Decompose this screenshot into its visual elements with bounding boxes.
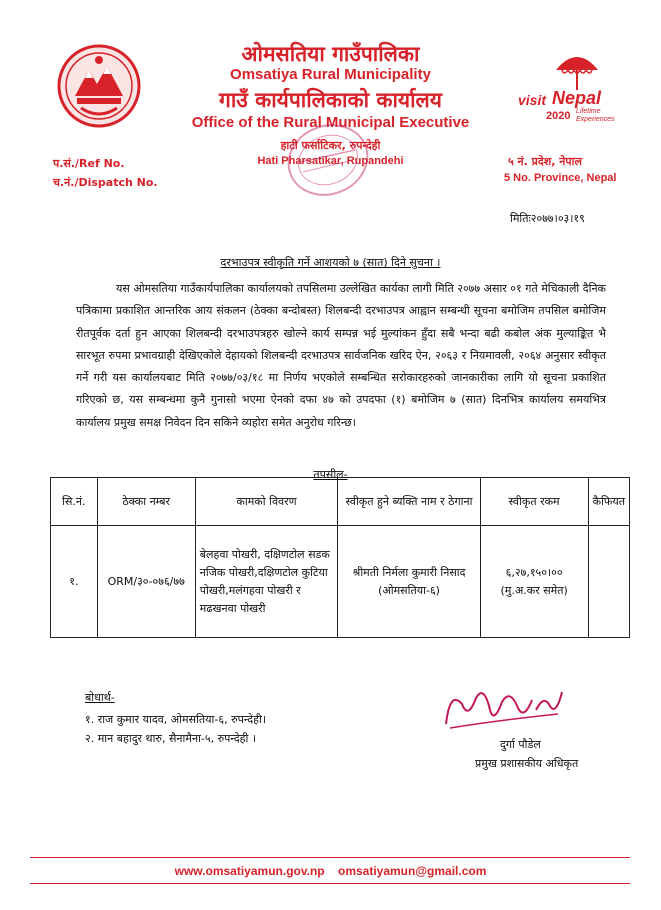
cell-name: श्रीमती निर्मला कुमारी निसाद [352,565,466,579]
col-name-address: स्वीकृत हुने ब्यक्ति नाम र ठेगाना [338,478,480,526]
notice-subject-text: दरभाउपत्र स्वीकृति गर्ने आशयको ७ (सात) दिने सुचना । [220,256,441,269]
province-english: 5 No. Province, Nepal [504,172,617,184]
table-header-row [51,478,630,526]
col-description: कामको विवरण [195,478,338,526]
notice-body: यस ओमसतिया गाउँकार्यपालिका कार्यालयको तपसिलमा उल्लेखित कार्यका लागी मिति २०७७ असार ०१ गते मेचिकाली दैनिक पत्रिकामा प्रकाशित आन्तरिक आय संकलन (ठेक्का बन्दोबस्त) शिलबन्दी दरभाउपत्र आह्वान सम्बन्धी सूचना बमोजिम तपसिल बमोजिम रीतपूर्वक दर्ता हुन आएका शिलबन्दी दरभाउपत्रहरु खोल्ने कार्य सम्पन्न भई मुल्यांकन हुँदा सबै भन्दा बढी कबोल अंक मुल्याङ्कित भै सारभूत रुपमा प्रभावग्राही देखिएकोले देहायको शिलबन्दी दरभाउपत्र सार्वजनिक खरिद ऐन, २०६३ र नियमावली, २०६४ अनुसार स्वीकृत गर्ने गरी यस कार्यालयबाट मिति २०७७/०३/१८ मा निर्णय भएकोले सम्बन्धित सरोकारहरुको जानकारीका लागि यो सूचना प्रकाशित गरिएको छ, यस सम्बन्धमा कुनै गुनासो भएमा ऐनको दफा ४७ को उपदफा (१) बमोजिम ७ (सात) दिनभित्र कार्यालय समयभित्र कार्यालय प्रमुख समक्ष निवेदन दिन सकिने व्यहोरा समेत अनुरोध गरिन्छ। [76,282,606,429]
contract-table [50,477,630,638]
cell-amount-note: (मु.अ.कर समेत) [500,583,568,597]
footer-divider-top [30,857,630,858]
municipality-name-nepali: ओमसतिया गाउँपालिका [241,42,420,66]
cell-remarks [588,526,629,638]
nepal-text: Nepal [552,88,602,108]
table-row [51,526,630,638]
cell-address: (ओमसतिया-६) [378,583,440,597]
ref-no-label: प.सं./Ref No. [53,157,125,170]
footer-website[interactable]: www.omsatiyamun.gov.np [174,864,325,878]
cc-title: बोधार्थ- [85,691,115,704]
footer-contact [0,864,661,878]
cell-description: बेलहवा पोखरी, दक्षिणटोल सडक नजिक पोखरी,दक्षिणटोल कुटिया पोखरी,मलंगहवा पोखरी र मढखनवा पोखरी [195,526,338,638]
cc-item: २. मान बहादुर थारु, सैनामैना-५, रुपन्देही । [85,732,257,745]
address-english: Hati Pharsatikar, Rupandehi [257,155,404,167]
office-name-nepali: गाउँ कार्यपालिकाको कार्यालय [219,88,442,112]
address-nepali: हाटी फर्साटिकर, रुपन्देही [280,139,381,152]
office-name-english: Office of the Rural Municipal Executive [191,114,470,131]
cell-contract-no: ORM/३०-०७६/७७ [97,526,195,638]
official-stamp [283,120,373,200]
cell-amount-value: ६,२७,१५०।०० [505,565,563,579]
cc-item: १. राज कुमार यादव, ओमसतिया-६, रुपन्देही। [85,713,266,726]
visit-text: visit [518,92,547,108]
footer-email[interactable]: omsatiyamun@gmail.com [337,864,487,878]
signatory-title: प्रमुख प्रशासकीय अधिकृत [475,757,579,770]
dispatch-no-label: च.नं./Dispatch No. [53,176,158,189]
notice-subject [0,255,661,270]
cell-sn: १. [51,526,98,638]
col-remarks: कैफियत [588,478,629,526]
col-amount: स्वीकृत रकम [480,478,588,526]
tagline-1: Lifetime [576,108,601,115]
footer-divider-bottom [30,883,630,884]
table-title: तपसील- [313,468,348,481]
handwritten-signature [440,680,570,736]
tagline-2: Experiences [576,116,615,123]
col-sn: सि.नं. [51,478,98,526]
cell-name-address [338,526,480,638]
province-nepali: ५ नं. प्रदेश, नेपाल [508,155,582,168]
year-text: 2020 [546,110,571,122]
signatory-name: दुर्गा पौडेल [500,738,541,751]
cell-amount [480,526,588,638]
letter-date: मितिः२०७७।०३।१९ [510,212,585,225]
municipality-name-english: Omsatiya Rural Municipality [230,66,431,83]
col-contract-no: ठेक्का नम्बर [97,478,195,526]
